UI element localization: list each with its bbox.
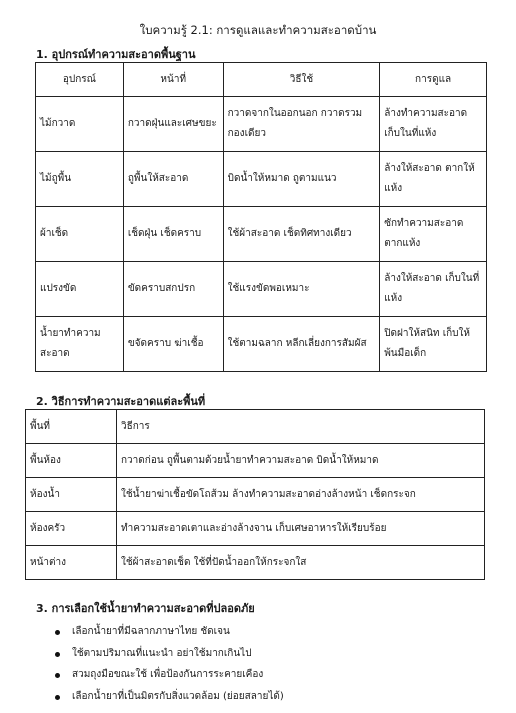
equipment-function: กวาดฝุ่นและเศษขยะ	[123, 97, 223, 152]
equipment-care: ล้างให้สะอาด ตากให้แห้ง	[380, 152, 487, 207]
equipment-function: ถูพื้นให้สะอาด	[123, 152, 223, 207]
equipment-table	[35, 62, 487, 372]
area-method: ใช้ผ้าสะอาดเช็ด ใช้ที่ปัดน้ำออกให้กระจกใส	[117, 546, 485, 580]
table-row	[26, 512, 485, 546]
table-row	[36, 317, 487, 372]
safety-tips-list	[52, 622, 284, 708]
area-method: ทำความสะอาดเตาและอ่างล้างจาน เก็บเศษอาหารให้เรียบร้อย	[117, 512, 485, 546]
area-name: ห้องน้ำ	[26, 478, 117, 512]
table-row	[26, 478, 485, 512]
header-cell: การดูแล	[380, 63, 487, 97]
equipment-care: ล้างให้สะอาด เก็บในที่แห้ง	[380, 262, 487, 317]
header-cell: พื้นที่	[26, 410, 117, 444]
equipment-usage: ใช้ตามฉลาก หลีกเลี่ยงการสัมผัส	[223, 317, 380, 372]
area-name: หน้าต่าง	[26, 546, 117, 580]
equipment-usage: กวาดจากในออกนอก กวาดรวมกองเดียว	[223, 97, 380, 152]
area-name: พื้นห้อง	[26, 444, 117, 478]
equipment-name: ไม้ถูพื้น	[36, 152, 124, 207]
equipment-usage: ใช้ผ้าสะอาด เช็ดทิศทางเดียว	[223, 207, 380, 262]
equipment-care: ล้างทำความสะอาด เก็บในที่แห้ง	[380, 97, 487, 152]
table-row	[26, 546, 485, 580]
area-method: ใช้น้ำยาฆ่าเชื้อขัดโถส้วม ล้างทำความสะอาดอ่างล้างหน้า เช็ดกระจก	[117, 478, 485, 512]
area-method: กวาดก่อน ถูพื้นตามด้วยน้ำยาทำความสะอาด บิดน้ำให้หมาด	[117, 444, 485, 478]
list-item: สวมถุงมือขณะใช้ เพื่อป้องกันการระคายเคือง	[52, 665, 284, 687]
equipment-usage: บิดน้ำให้หมาด ถูตามแนว	[223, 152, 380, 207]
cleaning-areas-table	[25, 409, 485, 580]
table-row	[36, 262, 487, 317]
equipment-name: ไม้กวาด	[36, 97, 124, 152]
equipment-function: เช็ดฝุ่น เช็ดคราบ	[123, 207, 223, 262]
list-item: เลือกน้ำยาที่เป็นมิตรกับสิ่งแวดล้อม (ย่อยสลายได้)	[52, 687, 284, 709]
section-heading-areas: 2. วิธีการทำความสะอาดแต่ละพื้นที่	[36, 395, 206, 408]
list-item: ใช้ตามปริมาณที่แนะนำ อย่าใช้มากเกินไป	[52, 644, 284, 666]
equipment-care: ซักทำความสะอาด ตากแห้ง	[380, 207, 487, 262]
section-heading-safety: 3. การเลือกใช้น้ำยาทำความสะอาดที่ปลอดภัย	[36, 602, 255, 615]
table-row	[36, 207, 487, 262]
header-cell: หน้าที่	[123, 63, 223, 97]
equipment-name: น้ำยาทำความสะอาด	[36, 317, 124, 372]
equipment-name: ผ้าเช็ด	[36, 207, 124, 262]
header-cell: อุปกรณ์	[36, 63, 124, 97]
equipment-function: ขัดคราบสกปรก	[123, 262, 223, 317]
equipment-care: ปิดฝาให้สนิท เก็บให้พ้นมือเด็ก	[380, 317, 487, 372]
list-item: เลือกน้ำยาที่มีฉลากภาษาไทย ชัดเจน	[52, 622, 284, 644]
table-header-row	[26, 410, 485, 444]
table-row	[26, 444, 485, 478]
equipment-name: แปรงขัด	[36, 262, 124, 317]
header-cell: วิธีใช้	[223, 63, 380, 97]
area-name: ห้องครัว	[26, 512, 117, 546]
table-row	[36, 152, 487, 207]
equipment-function: ขจัดคราบ ฆ่าเชื้อ	[123, 317, 223, 372]
header-cell: วิธีการ	[117, 410, 485, 444]
table-header-row	[36, 63, 487, 97]
page-title: ใบความรู้ 2.1: การดูแลและทำความสะอาดบ้าน	[139, 23, 377, 37]
table-row	[36, 97, 487, 152]
equipment-usage: ใช้แรงขัดพอเหมาะ	[223, 262, 380, 317]
section-heading-equipment: 1. อุปกรณ์ทำความสะอาดพื้นฐาน	[36, 48, 196, 61]
